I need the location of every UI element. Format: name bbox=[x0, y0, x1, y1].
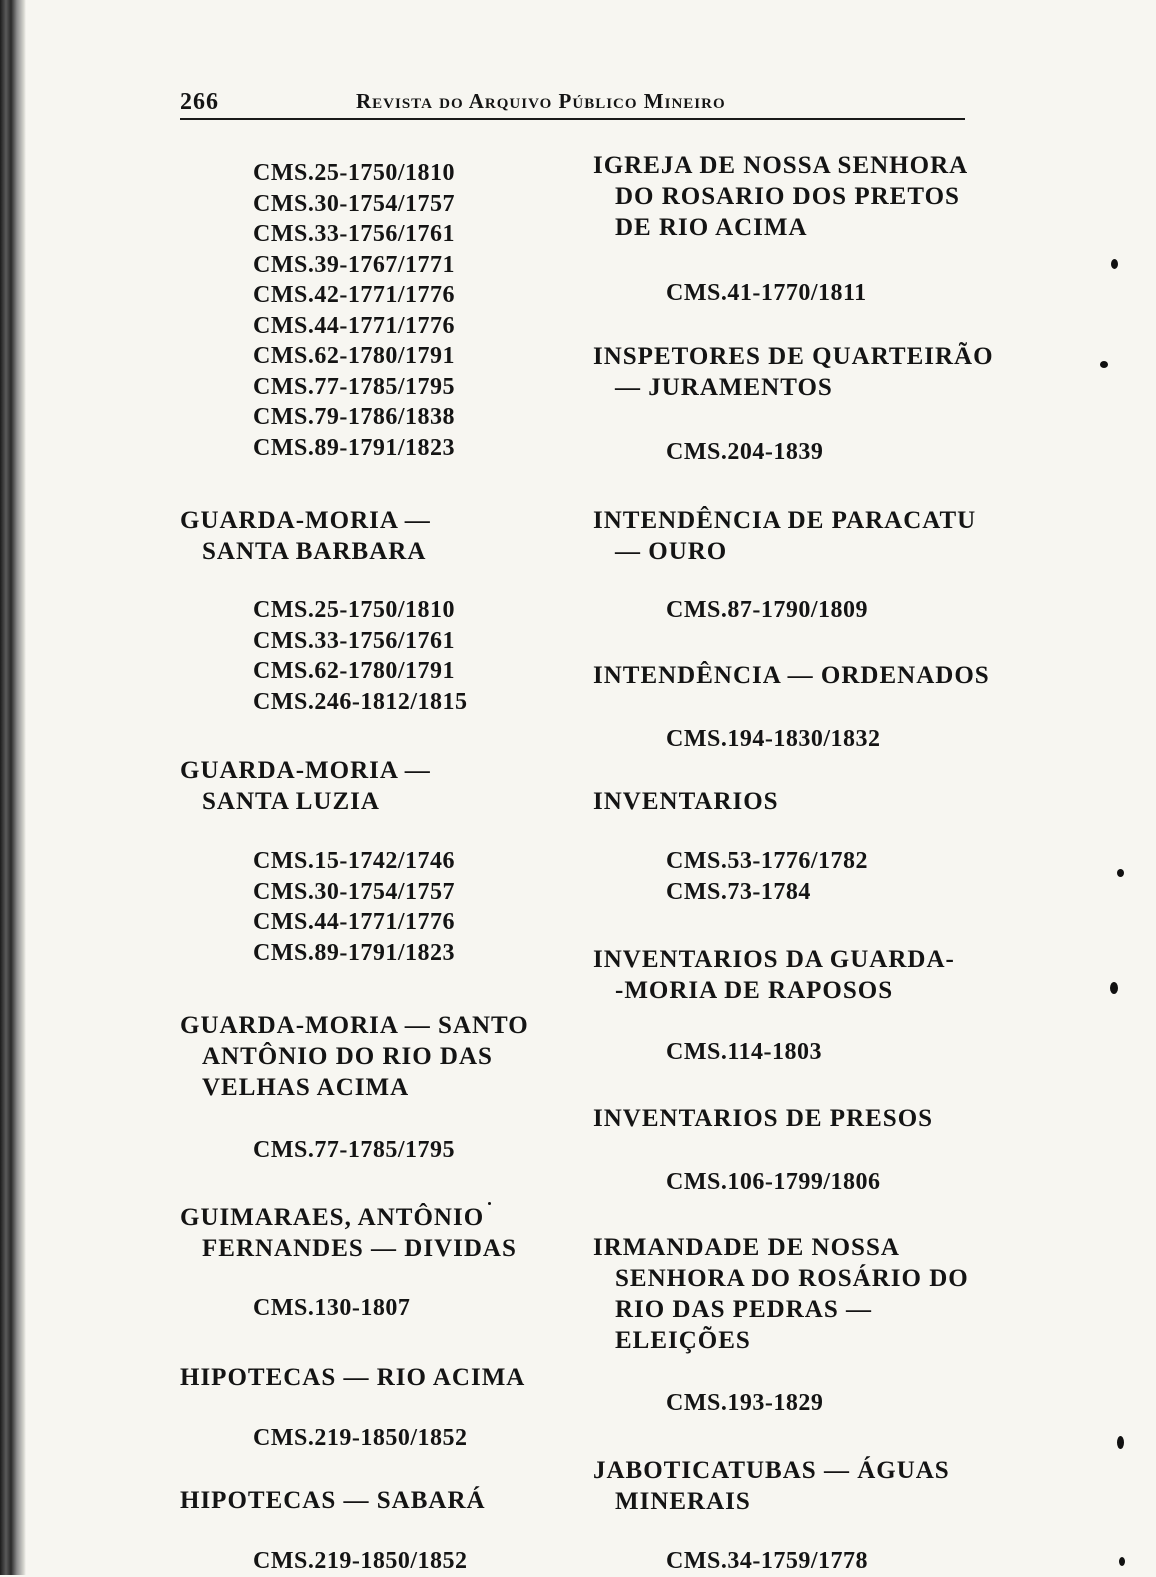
index-refs bbox=[593, 846, 868, 907]
cms-reference: CMS.194-1830/1832 bbox=[666, 726, 881, 752]
heading-line: INVENTARIOS bbox=[593, 788, 779, 815]
index-refs bbox=[593, 1388, 823, 1419]
heading-line: RIO DAS PEDRAS — bbox=[615, 1296, 873, 1323]
index-heading bbox=[180, 1485, 486, 1516]
index-heading bbox=[593, 1232, 969, 1356]
index-refs bbox=[180, 1293, 410, 1324]
index-refs bbox=[593, 437, 823, 468]
index-refs bbox=[593, 724, 881, 755]
index-refs bbox=[593, 595, 868, 626]
cms-reference: CMS.33-1756/1761 bbox=[253, 221, 455, 247]
cms-reference: CMS.114-1803 bbox=[666, 1039, 822, 1065]
heading-line: HIPOTECAS — RIO ACIMA bbox=[180, 1364, 526, 1391]
heading-line: IGREJA DE NOSSA SENHORA bbox=[593, 152, 969, 179]
scan-speck bbox=[1117, 869, 1124, 877]
cms-reference: CMS.39-1767/1771 bbox=[253, 251, 455, 278]
index-refs bbox=[593, 1037, 822, 1068]
heading-line: SANTA BARBARA bbox=[202, 538, 427, 565]
index-refs bbox=[180, 846, 455, 968]
page-number: 266 bbox=[180, 89, 219, 115]
cms-reference: CMS.62-1780/1791 bbox=[253, 343, 455, 369]
index-heading bbox=[180, 505, 431, 567]
scan-speck bbox=[1110, 982, 1118, 994]
cms-reference: CMS.87-1790/1809 bbox=[666, 597, 868, 623]
heading-line: INSPETORES DE QUARTEIRÃO bbox=[593, 343, 994, 370]
cms-reference: CMS.44-1771/1776 bbox=[253, 909, 455, 935]
heading-line: SENHORA DO ROSÁRIO DO bbox=[615, 1265, 969, 1292]
cms-reference: CMS.34-1759/1778 bbox=[666, 1548, 868, 1574]
heading-line: INVENTARIOS DA GUARDA- bbox=[593, 946, 955, 973]
cms-reference: CMS.89-1791/1823 bbox=[253, 939, 455, 966]
heading-line: ANTÔNIO DO RIO DAS bbox=[202, 1043, 493, 1070]
cms-reference: CMS.219-1850/1852 bbox=[253, 1548, 468, 1574]
cms-reference: CMS.77-1785/1795 bbox=[253, 373, 455, 400]
index-refs bbox=[180, 158, 455, 463]
index-refs bbox=[593, 278, 867, 309]
cms-reference: CMS.106-1799/1806 bbox=[666, 1169, 881, 1195]
heading-line: SANTA LUZIA bbox=[202, 788, 380, 815]
heading-line: INTENDÊNCIA DE PARACATU bbox=[593, 507, 977, 534]
cms-reference: CMS.53-1776/1782 bbox=[666, 848, 868, 874]
cms-reference: CMS.204-1839 bbox=[666, 439, 824, 465]
index-refs bbox=[180, 595, 468, 717]
cms-reference: CMS.25-1750/1810 bbox=[253, 597, 455, 623]
cms-reference: CMS.30-1754/1757 bbox=[253, 878, 455, 905]
heading-line: GUARDA-MORIA — bbox=[180, 757, 431, 784]
index-refs bbox=[593, 1167, 881, 1198]
book-binding-edge bbox=[0, 0, 26, 1575]
cms-reference: CMS.33-1756/1761 bbox=[253, 627, 455, 654]
cms-reference: CMS.73-1784 bbox=[666, 878, 811, 905]
heading-line: — JURAMENTOS bbox=[615, 374, 833, 401]
index-heading bbox=[593, 660, 990, 691]
heading-line: MINERAIS bbox=[615, 1488, 751, 1515]
cms-reference: CMS.89-1791/1823 bbox=[253, 434, 455, 461]
index-heading bbox=[180, 1202, 517, 1264]
cms-reference: CMS.62-1780/1791 bbox=[253, 658, 455, 684]
index-heading bbox=[593, 786, 779, 817]
cms-reference: CMS.219-1850/1852 bbox=[253, 1425, 468, 1451]
cms-reference: CMS.42-1771/1776 bbox=[253, 282, 455, 308]
heading-line: INVENTARIOS DE PRESOS bbox=[593, 1105, 934, 1132]
cms-reference: CMS.25-1750/1810 bbox=[253, 160, 455, 186]
running-title: Revista do Arquivo Público Mineiro bbox=[356, 89, 726, 113]
heading-line: HIPOTECAS — SABARÁ bbox=[180, 1487, 486, 1514]
index-heading bbox=[593, 1103, 933, 1134]
index-heading bbox=[180, 755, 431, 817]
heading-line: GUARDA-MORIA — bbox=[180, 507, 431, 534]
scan-speck bbox=[1117, 1436, 1124, 1449]
cms-reference: CMS.79-1786/1838 bbox=[253, 404, 455, 430]
index-heading bbox=[593, 341, 994, 403]
cms-reference: CMS.41-1770/1811 bbox=[666, 280, 867, 306]
index-heading bbox=[593, 505, 976, 567]
scan-speck bbox=[1119, 1557, 1125, 1566]
heading-line: DO ROSARIO DOS PRETOS bbox=[615, 183, 960, 210]
index-heading bbox=[180, 1362, 525, 1393]
cms-reference: CMS.15-1742/1746 bbox=[253, 848, 455, 874]
heading-line: GUIMARAES, ANTÔNIO bbox=[180, 1204, 485, 1231]
heading-line: — OURO bbox=[615, 538, 728, 565]
index-refs bbox=[593, 1546, 868, 1577]
scan-speck bbox=[488, 1202, 491, 1205]
index-refs bbox=[180, 1135, 455, 1166]
heading-line: ELEIÇÕES bbox=[615, 1327, 751, 1354]
cms-reference: CMS.44-1771/1776 bbox=[253, 312, 455, 339]
heading-line: INTENDÊNCIA — ORDENADOS bbox=[593, 662, 990, 689]
heading-line: VELHAS ACIMA bbox=[202, 1074, 410, 1101]
cms-reference: CMS.77-1785/1795 bbox=[253, 1137, 455, 1163]
heading-line: IRMANDADE DE NOSSA bbox=[593, 1234, 900, 1261]
heading-line: -MORIA DE RAPOSOS bbox=[615, 977, 894, 1004]
cms-reference: CMS.30-1754/1757 bbox=[253, 190, 455, 217]
index-heading bbox=[593, 944, 955, 1006]
index-heading bbox=[593, 1455, 950, 1517]
scan-speck bbox=[1111, 259, 1118, 269]
index-refs bbox=[180, 1546, 468, 1577]
header-rule bbox=[180, 118, 965, 120]
cms-reference: CMS.246-1812/1815 bbox=[253, 688, 468, 715]
heading-line: GUARDA-MORIA — SANTO bbox=[180, 1012, 529, 1039]
index-refs bbox=[180, 1423, 468, 1454]
scan-speck bbox=[1100, 361, 1108, 368]
cms-reference: CMS.193-1829 bbox=[666, 1390, 824, 1416]
heading-line: JABOTICATUBAS — ÁGUAS bbox=[593, 1457, 950, 1484]
index-heading bbox=[180, 1010, 529, 1103]
heading-line: FERNANDES — DIVIDAS bbox=[202, 1235, 517, 1262]
index-heading bbox=[593, 150, 968, 243]
cms-reference: CMS.130-1807 bbox=[253, 1295, 411, 1321]
heading-line: DE RIO ACIMA bbox=[615, 214, 808, 241]
